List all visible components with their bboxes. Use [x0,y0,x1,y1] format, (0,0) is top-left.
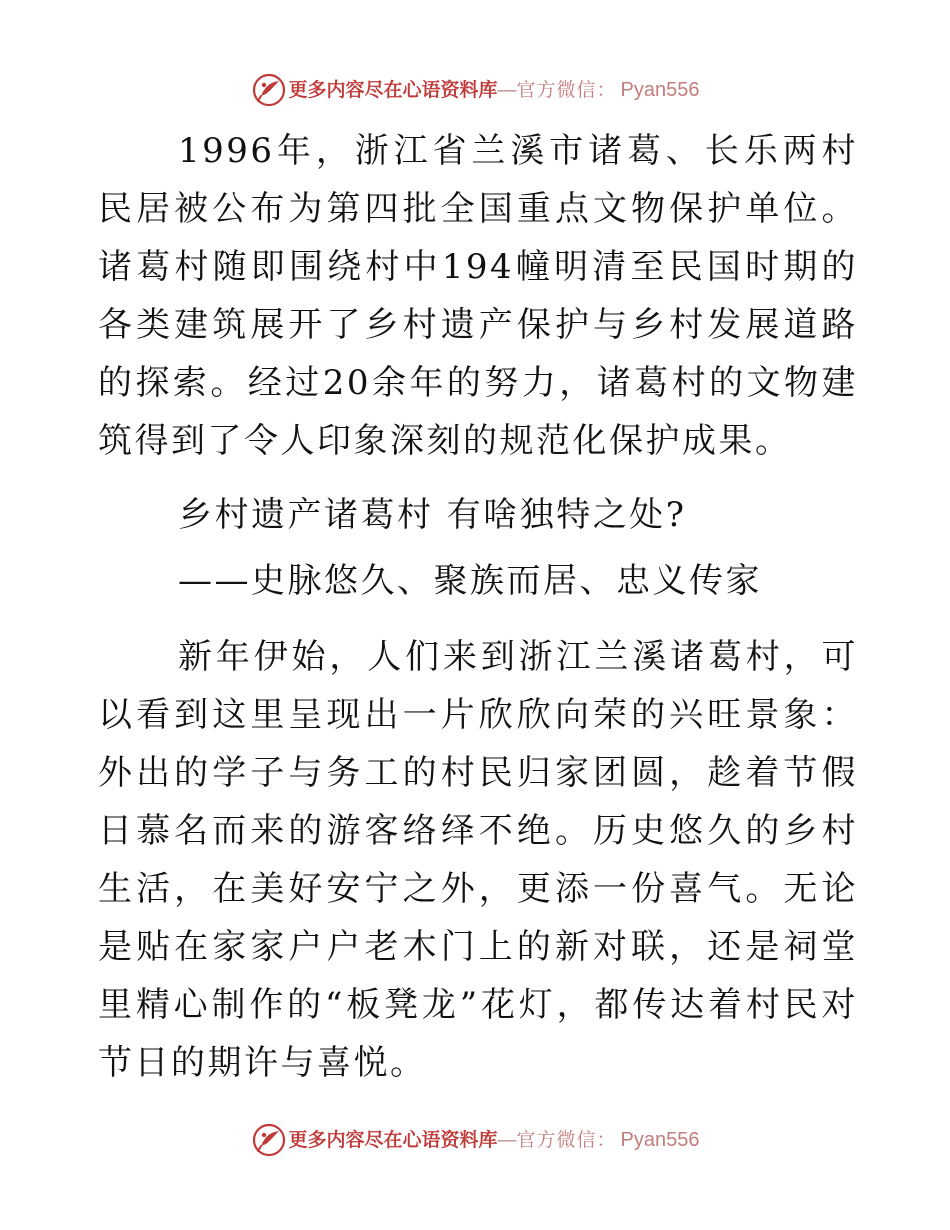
header-dash: — [497,79,517,101]
footer-watermark [0,1120,950,1160]
header-wechat-label: 官方微信： [516,78,617,101]
brand-logo-icon [251,1122,287,1158]
section-heading: 乡村遗产诸葛村 有啥独特之处? [178,495,687,535]
footer-wechat-label: 官方微信： [516,1128,617,1151]
header-slogan: 更多内容尽在心语资料库 [288,78,498,101]
brand-logo-icon [251,72,287,108]
article-body [98,122,858,1092]
header-wechat-id: Pyan556 [620,79,700,101]
paragraph-1: 1996年，浙江省兰溪市诸葛、长乐两村民居被公布为第四批全国重点文物保护单位。诸葛村随即围绕村中194幢明清至民国时期的各类建筑展开了乡村遗产保护与乡村发展道路的探索。经过20余年的努力，诸葛村的文物建筑得到了令人印象深刻的规范化保护成果。 [98,131,858,461]
footer-slogan: 更多内容尽在心语资料库 [288,1128,498,1151]
paragraph-2: 新年伊始，人们来到浙江兰溪诸葛村，可以看到这里呈现出一片欣欣向荣的兴旺景象：外出的学子与务工的村民归家团圆，趁着节假日慕名而来的游客络绎不绝。历史悠久的乡村生活，在美好安宁之外，更添一份喜气。无论是贴在家家户户老木门上的新对联，还是祠堂里精心制作的“板凳龙”花灯，都传达着村民对节日的期许与喜悦。 [98,637,858,1083]
footer-wechat-id: Pyan556 [620,1129,700,1151]
footer-dash: — [497,1129,517,1151]
header-watermark [0,70,950,110]
section-subheading: ——史脉悠久、聚族而居、忠义传家 [178,561,762,601]
